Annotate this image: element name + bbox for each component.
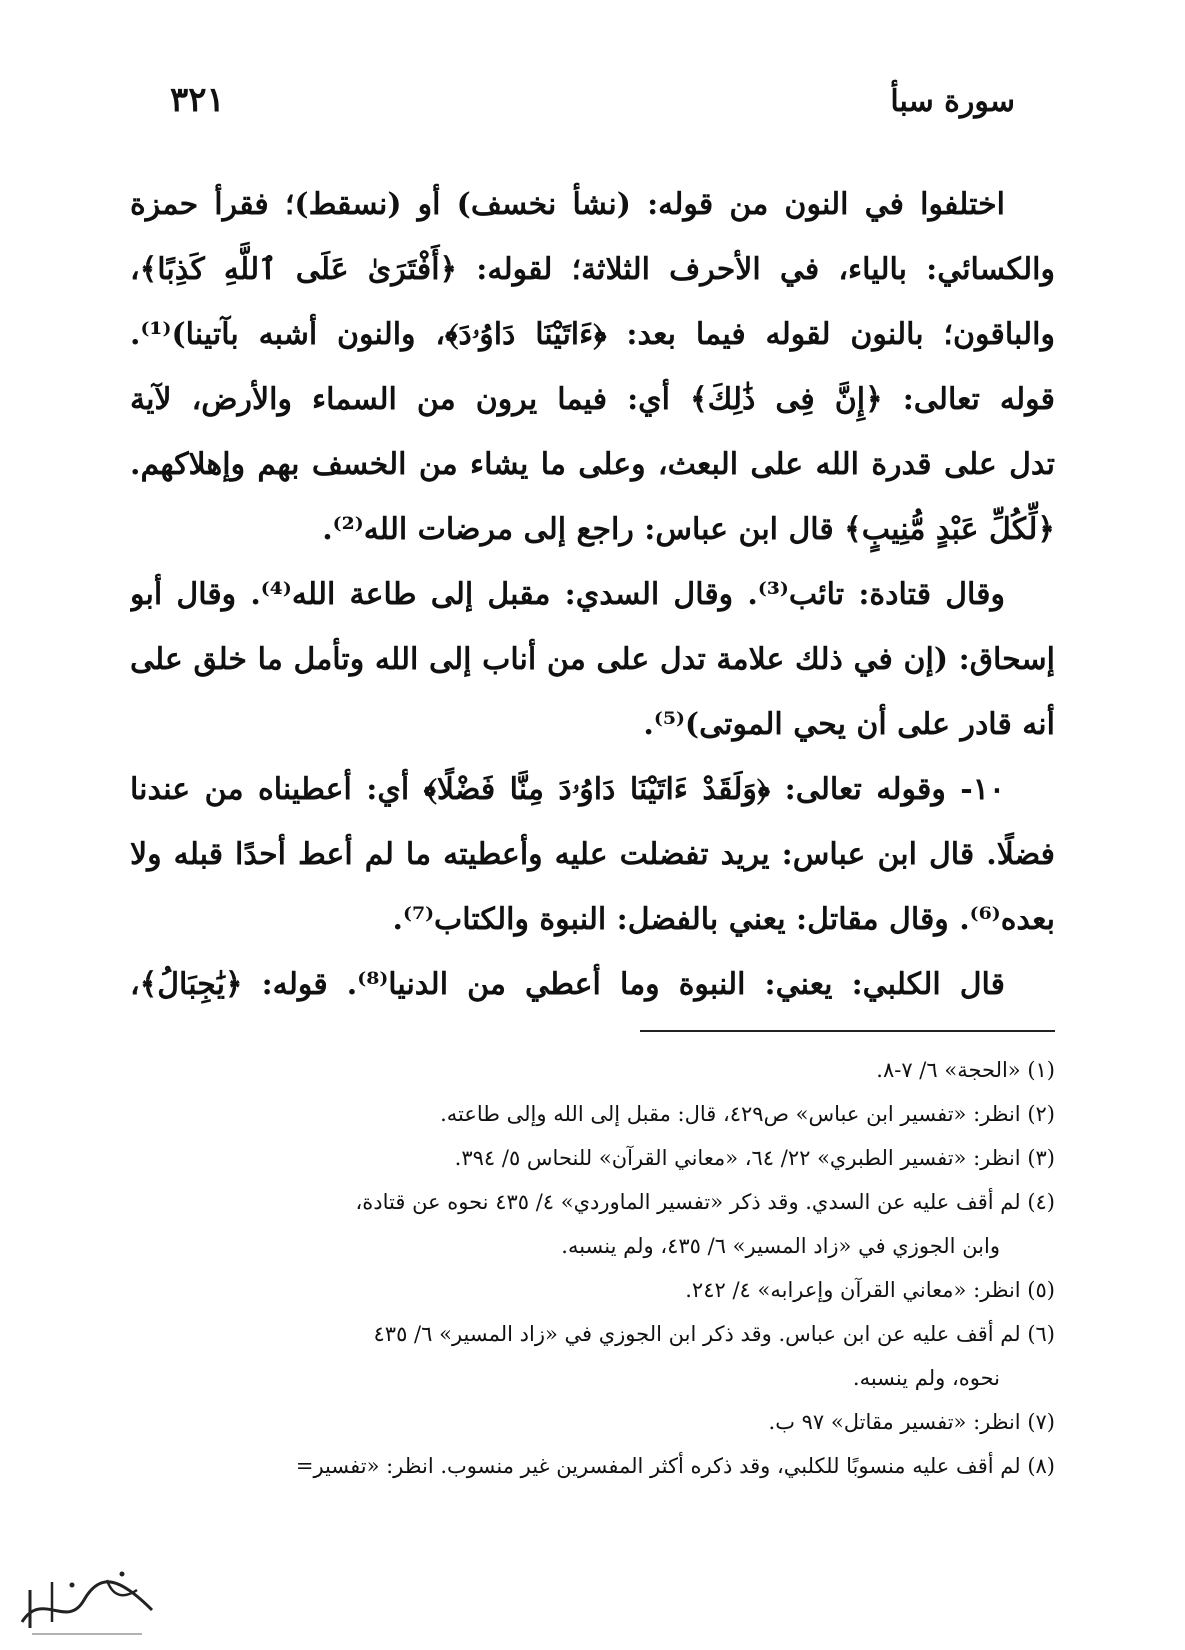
body-line: قوله تعالى: ﴿إِنَّ فِى ذَٰلِكَ﴾ أي: فيما يرون من السماء والأرض، لآية xyxy=(130,382,1055,417)
footnotes xyxy=(130,1048,1055,1488)
body-line: إسحاق: (إن في ذلك علامة تدل على من أناب إلى الله وتأمل ما خلق على xyxy=(130,642,1055,677)
body-line: ١٠- وقوله تعالى: ﴿وَلَقَدْ ءَاتَيْنَا دَاوُۥدَ مِنَّا فَضْلًا﴾ أي: أعطيناه من عندنا xyxy=(130,772,1005,807)
footnote-line: (١) «الحجة» ٦/ ٧-٨. xyxy=(876,1058,1055,1082)
body-line: تدل على قدرة الله على البعث، وعلى ما يشاء من الخسف بهم وإهلاكهم. xyxy=(130,447,1055,482)
footnote-separator xyxy=(640,1030,1055,1032)
footnote-line: (٧) انظر: «تفسير مقاتل» ٩٧ ب. xyxy=(768,1410,1055,1434)
body-line: أنه قادر على أن يحي الموتى)⁽⁵⁾. xyxy=(643,707,1055,742)
body-line: بعده⁽⁶⁾. وقال مقاتل: يعني بالفضل: النبوة والكتاب⁽⁷⁾. xyxy=(392,902,1055,937)
publisher-logo xyxy=(12,1560,162,1642)
main-text xyxy=(130,172,1055,1017)
footnote-line: نحوه، ولم ينسبه. xyxy=(852,1366,1000,1390)
body-line: قال الكلبي: يعني: النبوة وما أعطي من الدنيا⁽⁸⁾. قوله: ﴿يَٰجِبَالُ﴾، xyxy=(130,967,1006,1002)
page-number: ٣٢١ xyxy=(170,80,225,120)
footnote-line: (٣) انظر: «تفسير الطبري» ٢٢/ ٦٤، «معاني القرآن» للنحاس ٥/ ٣٩٤. xyxy=(454,1146,1055,1170)
footnote-line: (٦) لم أقف عليه عن ابن عباس. وقد ذكر ابن الجوزي في «زاد المسير» ٦/ ٤٣٥ xyxy=(373,1322,1055,1346)
body-line: اختلفوا في النون من قوله: (نشأ نخسف) أو (نسقط)؛ فقرأ حمزة xyxy=(130,187,1005,222)
footnote-line: (٨) لم أقف عليه منسوبًا للكلبي، وقد ذكره أكثر المفسرين غير منسوب. انظر: «تفسير= xyxy=(295,1454,1055,1478)
body-line: والباقون؛ بالنون لقوله فيما بعد: ﴿ءَاتَيْنَا دَاوُۥدَ﴾، والنون أشبه بآتينا)⁽¹⁾. xyxy=(130,317,1055,352)
footnote-line: (٤) لم أقف عليه عن السدي. وقد ذكر «تفسير الماوردي» ٤/ ٤٣٥ نحوه عن قتادة، xyxy=(355,1190,1055,1214)
body-line: فضلًا. قال ابن عباس: يريد تفضلت عليه وأعطيته ما لم أعط أحدًا قبله ولا xyxy=(130,837,1055,872)
footnote-line: (٢) انظر: «تفسير ابن عباس» ص٤٢٩، قال: مقبل إلى الله وإلى طاعته. xyxy=(440,1102,1055,1126)
running-head xyxy=(170,80,1015,130)
body-line: ﴿لِّكُلِّ عَبْدٍ مُّنِيبٍ﴾ قال ابن عباس: راجع إلى مرضات الله⁽²⁾. xyxy=(322,512,1055,547)
body-line: وقال قتادة: تائب⁽³⁾. وقال السدي: مقبل إلى طاعة الله⁽⁴⁾. وقال أبو xyxy=(130,577,1006,612)
footnote-line: وابن الجوزي في «زاد المسير» ٦/ ٤٣٥، ولم ينسبه. xyxy=(561,1234,1000,1258)
calligraphy-logo-icon xyxy=(12,1560,162,1642)
body-line: والكسائي: بالياء، في الأحرف الثلاثة؛ لقوله: ﴿أَفْتَرَىٰ عَلَى ٱللَّهِ كَذِبًا﴾، xyxy=(130,252,1055,287)
footnote-line: (٥) انظر: «معاني القرآن وإعرابه» ٤/ ٢٤٢. xyxy=(685,1278,1055,1302)
surah-title: سورة سبأ xyxy=(890,84,1015,119)
